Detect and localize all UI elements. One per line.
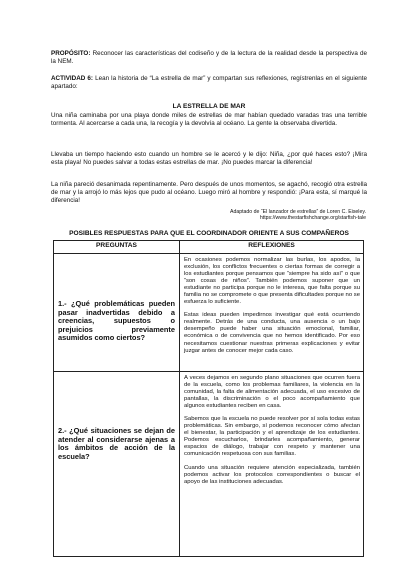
activity-label: ACTIVIDAD 6: [51, 75, 93, 82]
story-paragraph-3: La niña pareció desanimada repentinamente. Pero después de unos momentos, se agachó, recogió otra estrella de mar y la arrojó lo más lejos que pudo al océano. Luego miró al hombre y respondió: ¡Para esta, sí marqué la diferencia! [51, 181, 367, 205]
reflections-cell [180, 254, 364, 372]
question-text: 1.- ¿Qué problemáticas pueden pasar inadvertidas debido a creencias, supuestos o prejuicios previamente asumidos como ciertos? [58, 299, 175, 343]
reflections-cell [180, 372, 364, 557]
credit-source: Adaptado de “El lanzador de estrellas” de Loren C. Eiseley. [229, 209, 366, 215]
story-paragraph-2: Llevaba un tiempo haciendo esto cuando un hombre se le acercó y le dijo: Niña, ¿por qué haces esto? ¡Mira esta playa! No puedes salvar a todas estas estrellas de mar. ¡No puedes marcar la diferencia! [51, 151, 367, 167]
question-cell [54, 254, 180, 372]
table-heading: POSIBLES RESPUESTAS PARA QUE EL COORDINADOR ORIENTE A SUS COMPAÑEROS [69, 230, 349, 237]
table-row [54, 372, 364, 557]
reflection-paragraph: A veces dejamos en segundo plano situaciones que ocurren fuera de la escuela, como los problemas familiares, la violencia en la comunidad, la falta de alimentación adecuada, el uso excesivo de pantallas, la discriminación o el poco acompañamiento que algunos estudiantes reciben en casa. [184, 375, 360, 410]
reflection-paragraph: Sabemos que la escuela no puede resolver por sí sola todas estas problemáticas. Sin embargo, sí podemos reconocer cómo afectan el bienestar, la participación y el aprendizaje de los estudiantes. Podemos escucharlos, brindarles acompañamiento, generar espacios de diálogo, trabajar con respeto y mantener una comunicación respetuosa con sus familias. [184, 416, 360, 458]
reflection-paragraph: Estas ideas pueden impedirnos investigar qué está ocurriendo realmente. Detrás de una conducta, una ausencia o un bajo desempeño puede haber una situación emocional, familiar, económica o de convivencia que no hemos identificado. Por eso necesitamos cuestionar nuestras primeras explicaciones y evitar juzgar antes de conocer mejor cada caso. [184, 312, 360, 354]
purpose-text: Reconocer las características del codiseño y de la lectura de la realidad desde la perspectiva de la NEM. [51, 50, 367, 66]
story-credit [136, 209, 366, 222]
reflection-paragraph: En ocasiones podemos normalizar las burlas, los apodos, la exclusión, los conflictos frecuentes o ciertas formas de corregir a los estudiantes porque pensamos que “siempre ha sido así” o que “son cosas de niños”. También podemos suponer que un estudiante no participa porque no le interesa, que falta porque su familia no se compromete o que presenta dificultades porque no se esfuerza lo suficiente. [184, 257, 360, 306]
story-paragraph-1: Una niña caminaba por una playa donde miles de estrellas de mar habían quedado varadas tras una terrible tormenta. Al acercarse a cada una, la recogía y la devolvía al océano. La gente la observaba divertida. [51, 112, 367, 128]
table-row [54, 254, 364, 372]
activity-paragraph [51, 75, 367, 91]
credit-url: https://www.thestarfishchange.org/starfish-tale [259, 215, 366, 222]
purpose-label: PROPÓSITO: [51, 50, 91, 57]
activity-text: Lean la historia de “La estrella de mar” y compartan sus reflexiones, regístrenlas en el siguiente apartado: [51, 75, 367, 91]
answers-table [53, 240, 364, 557]
question-cell [54, 372, 180, 557]
purpose-paragraph [51, 50, 367, 66]
table-header-row [54, 241, 364, 254]
reflection-paragraph: Cuando una situación requiere atención especializada, también podemos activar los protocolos correspondientes o buscar el apoyo de las instituciones adecuadas. [184, 464, 360, 485]
question-text: 2.- ¿Qué situaciones se dejan de atender al considerarse ajenas a los ámbitos de acción de la escuela? [58, 426, 175, 461]
column-header-preguntas: PREGUNTAS [54, 241, 180, 254]
story-title: LA ESTRELLA DE MAR [172, 103, 246, 110]
column-header-reflexiones: REFLEXIONES [180, 241, 364, 254]
